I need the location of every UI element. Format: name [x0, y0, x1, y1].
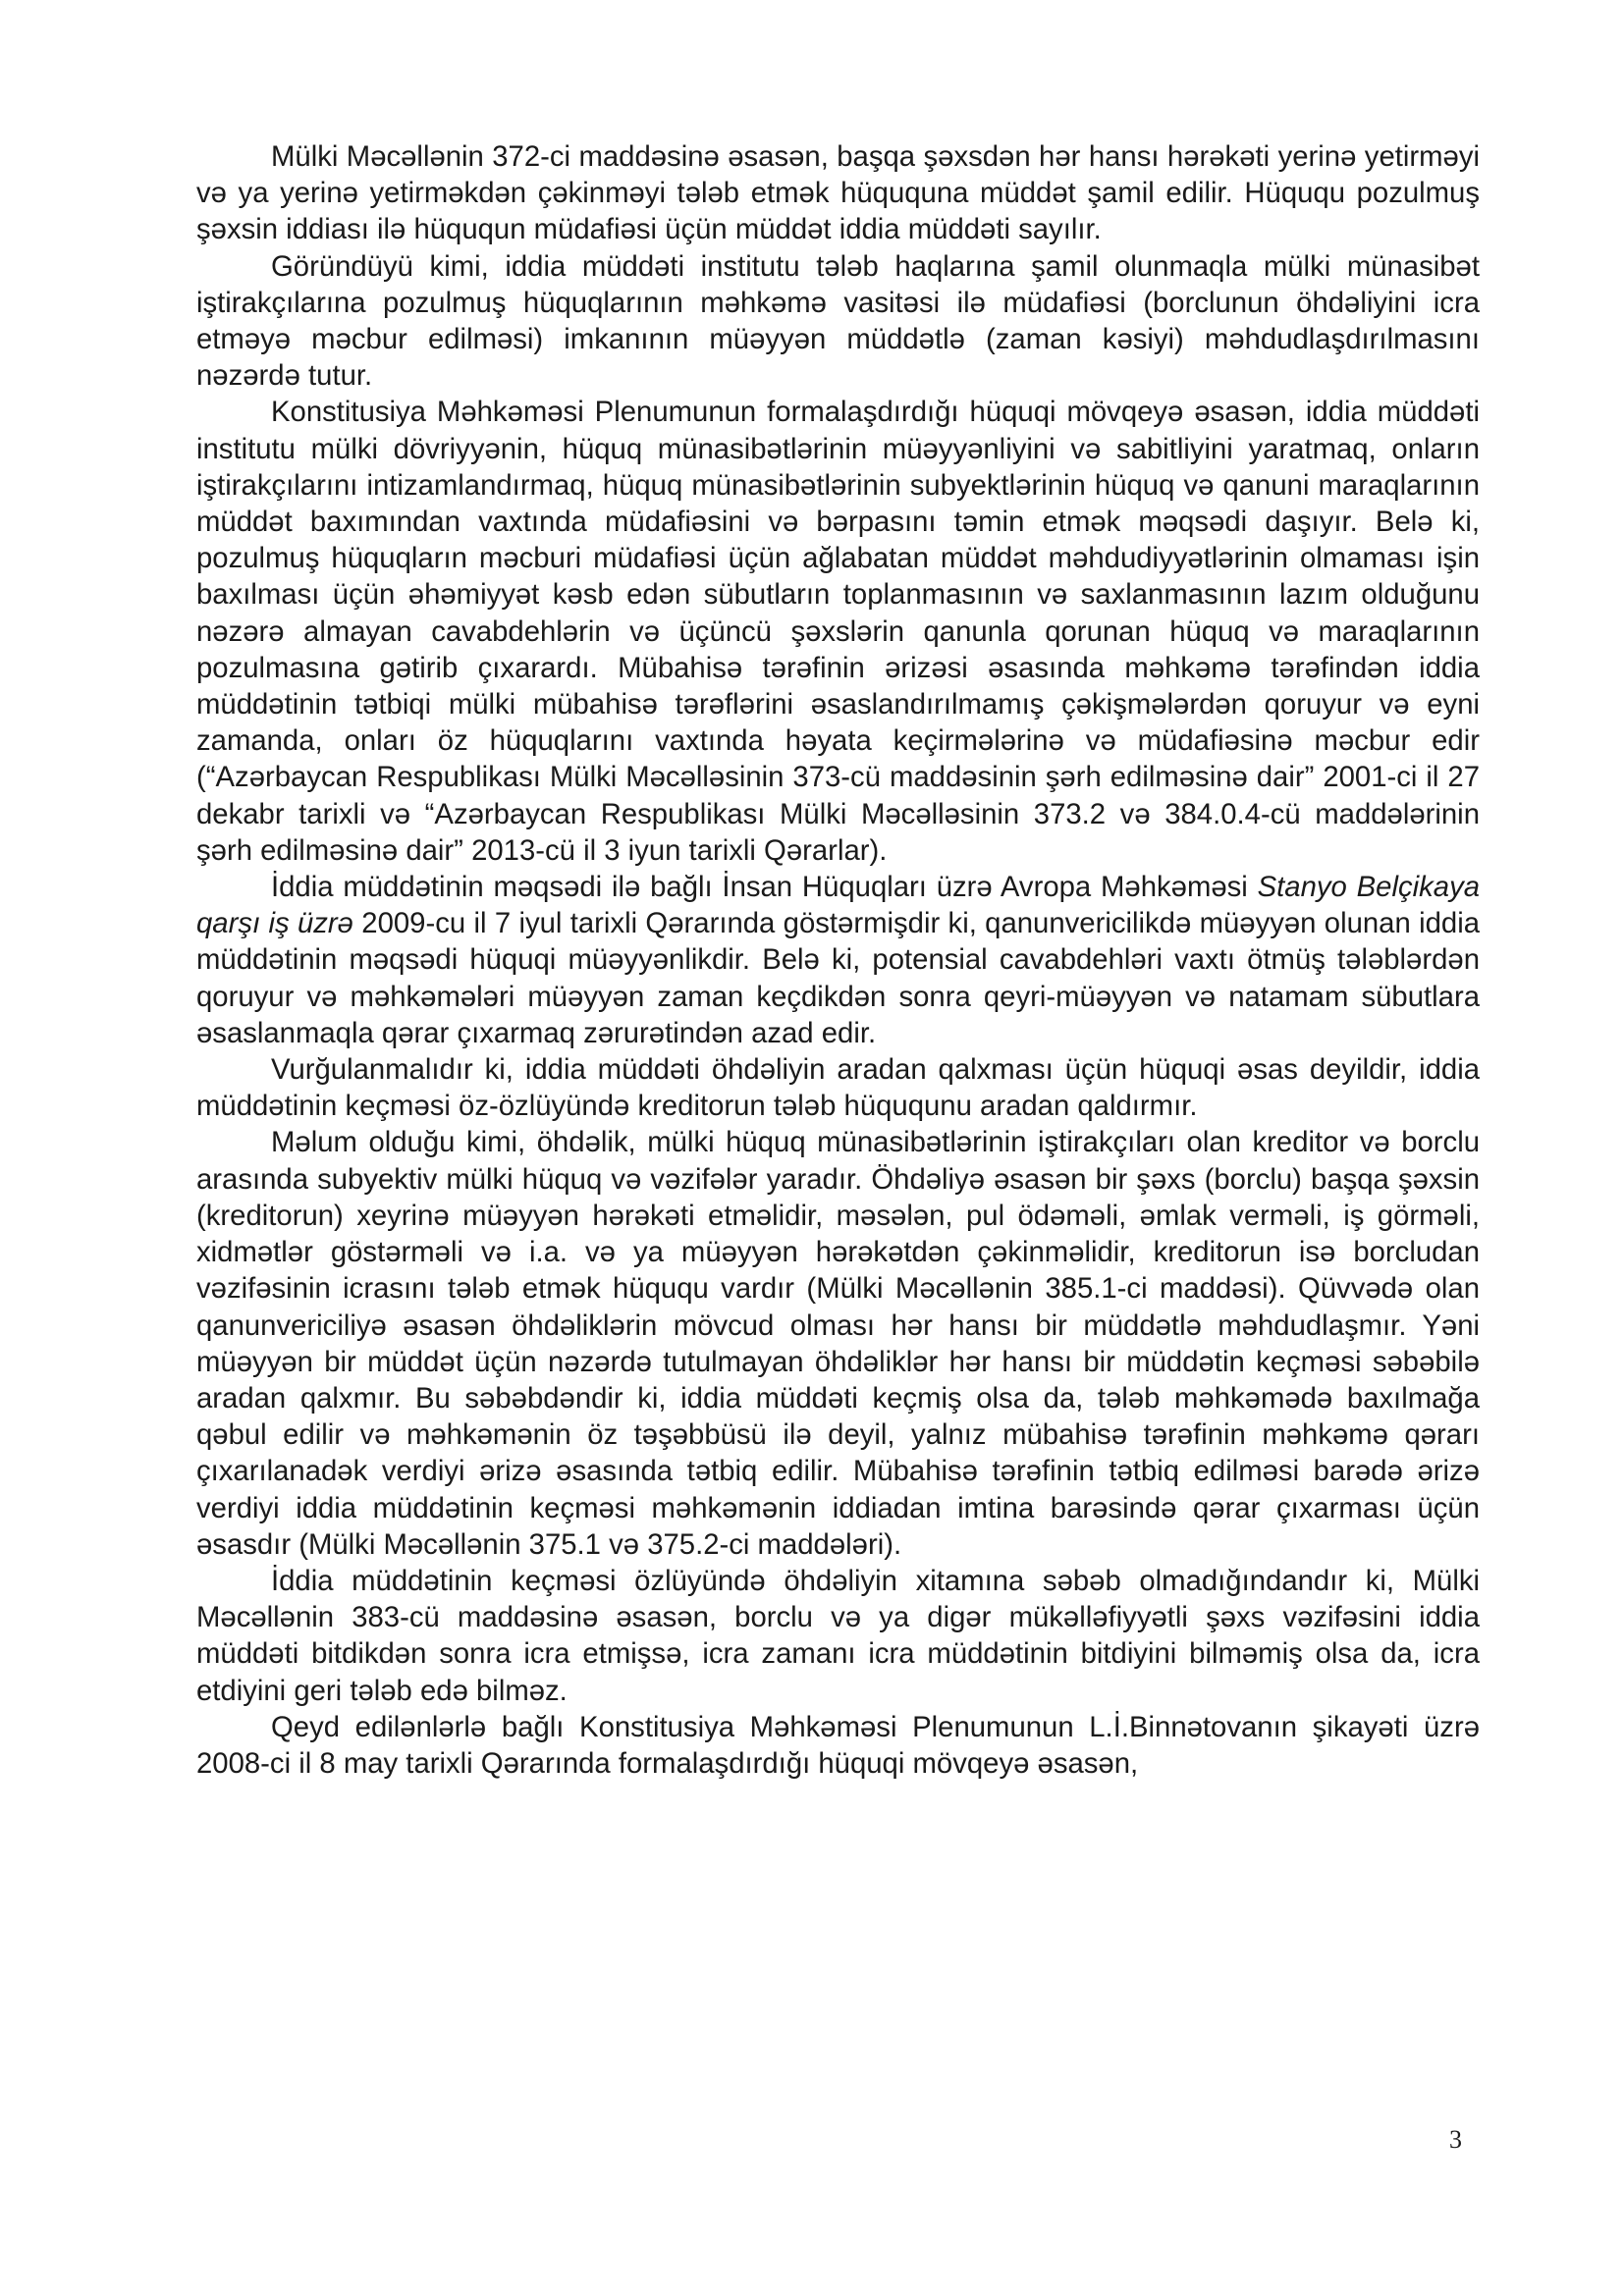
paragraph-2: Göründüyü kimi, iddia müddəti institutu tələb haqlarına şamil olunmaqla mülki münasibət iştirakçılarına pozulmuş hüquqlarının məhkəmə vasitəsi ilə müdafiəsi (borclunun öhdəliyini icra etməyə məcbur edilməsi) imkanının müəyyən müddətlə (zaman kəsiyi) məhdudlaşdırılmasını nəzərdə tutur.: [196, 249, 1480, 393]
paragraph-5: Vurğulanmalıdır ki, iddia müddəti öhdəliyin aradan qalxması üçün hüquqi əsas deyildir, iddia müddətinin keçməsi öz-özlüyündə kreditorun tələb hüququnu aradan qaldırmır.: [196, 1053, 1480, 1123]
document-body: [196, 138, 1480, 1782]
paragraph-8: Qeyd edilənlərlə bağlı Konstitusiya Məhkəməsi Plenumunun L.İ.Binnətovanın şikayəti üzrə 2008-ci il 8 may tarixli Qərarında formalaşdırdığı hüquqi mövqeyə əsasən,: [196, 1710, 1480, 1780]
page-number: 3: [1449, 2125, 1462, 2154]
paragraph-4: [196, 869, 1480, 1051]
paragraph-7: İddia müddətinin keçməsi özlüyündə öhdəliyin xitamına səbəb olmadığındandır ki, Mülki Məcəllənin 383-cü maddəsinə əsasən, borclu və ya digər mükəlləfiyyətli şəxs vəzifəsini iddia müddəti bitdikdən sonra icra etmişsə, icra zamanı icra müddətinin bitdiyini bilməmiş olsa da, icra etdiyini geri tələb edə bilməz.: [196, 1564, 1480, 1707]
paragraph-4-text-end: 2009-cu il 7 iyul tarixli Qərarında göstərmişdir ki, qanunvericilikdə müəyyən olunan iddia müddətinin məqsədi hüquqi müəyyənlikdir. Belə ki, potensial cavabdehləri vaxtı ötmüş tələblərdən qoruyur və məhkəmələri müəyyən zaman keçdikdən sonra qeyri-müəyyən və natamam sübutlara əsaslanmaqla qərar çıxarmaq zərurətindən azad edir.: [196, 907, 1480, 1049]
paragraph-3: Konstitusiya Məhkəməsi Plenumunun formalaşdırdığı hüquqi mövqeyə əsasən, iddia müddəti institutu mülki dövriyyənin, hüquq münasibətlərinin müəyyənliyini və sabitliyini yaratmaq, onların iştirakçılarını intizamlandırmaq, hüquq münasibətlərinin subyektlərinin hüquq və qanuni maraqlarının müddət baxımından vaxtında müdafiəsini və bərpasını təmin etmək məqsədi daşıyır. Belə ki, pozulmuş hüquqların məcburi müdafiəsi üçün ağlabatan müddət məhdudiyyətlərinin olmaması işin baxılması üçün əhəmiyyət kəsb edən sübutların toplanmasının və saxlanmasının lazım olduğunu nəzərə almayan cavabdehlərin və üçüncü şəxslərin qanunla qorunan hüquq və maraqlarının pozulmasına gətirib çıxarardı. Mübahisə tərəfinin ərizəsi əsasında məhkəmə tərəfindən iddia müddətinin tətbiqi mülki mübahisə tərəflərini əsaslandırılmamış çəkişmələrdən qoruyur və eyni zamanda, onları öz hüquqlarını vaxtında həyata keçirmələrinə və müdafiəsinə məcbur edir (“Azərbaycan Respublikası Mülki Məcəlləsinin 373-cü maddəsinin şərh edilməsinə dair” 2001-ci il 27 dekabr tarixli və “Azərbaycan Respublikası Mülki Məcəlləsinin 373.2 və 384.0.4-cü maddələrinin şərh edilməsinə dair” 2013-cü il 3 iyun tarixli Qərarlar).: [196, 396, 1480, 867]
case-name-italic: Stanyo Belçikaya qarşı iş üzrə: [196, 871, 1481, 940]
paragraph-1: Mülki Məcəllənin 372-ci maddəsinə əsasən, başqa şəxsdən hər hansı hərəkəti yerinə yetirməyi və ya yerinə yetirməkdən çəkinməyi tələb etmək hüququna müddət şamil edilir. Hüququ pozulmuş şəxsin iddiası ilə hüququn müdafiəsi üçün müddət iddia müddəti sayılır.: [196, 140, 1480, 246]
paragraph-6: Məlum olduğu kimi, öhdəlik, mülki hüquq münasibətlərinin iştirakçıları olan kreditor və borclu arasında subyektiv mülki hüquq və vəzifələr yaradır. Öhdəliyə əsasən bir şəxs (borclu) başqa şəxsin (kreditorun) xeyrinə müəyyən hərəkəti etməlidir, məsələn, pul ödəməli, əmlak verməli, iş görməli, xidmətlər göstərməli və i.a. və ya müəyyən hərəkətdən çəkinməlidir, kreditorun isə borcludan vəzifəsinin icrasını tələb etmək hüququ vardır (Mülki Məcəllənin 385.1-ci maddəsi). Qüvvədə olan qanunvericiliyə əsasən öhdəliklərin mövcud olması hər hansı bir müddətlə məhdudlaşmır. Yəni müəyyən bir müddət üçün nəzərdə tutulmayan öhdəliklər hər hansı bir müddətin keçməsi səbəbilə aradan qalxmır. Bu səbəbdəndir ki, iddia müddəti keçmiş olsa da, tələb məhkəmədə baxılmağa qəbul edilir və məhkəmənin öz təşəbbüsü ilə deyil, yalnız mübahisə tərəfinin məhkəmə qərarı çıxarılanadək verdiyi ərizə əsasında tətbiq edilir. Mübahisə tərəfinin tətbiq edilməsi barədə ərizə verdiyi iddia müddətinin keçməsi məhkəmənin iddiadan imtina barəsində qərar çıxarması üçün əsasdır (Mülki Məcəllənin 375.1 və 375.2-ci maddələri).: [196, 1126, 1480, 1561]
paragraph-4-text-start: İddia müddətinin məqsədi ilə bağlı İnsan Hüquqları üzrə Avropa Məhkəməsi: [271, 871, 1258, 904]
